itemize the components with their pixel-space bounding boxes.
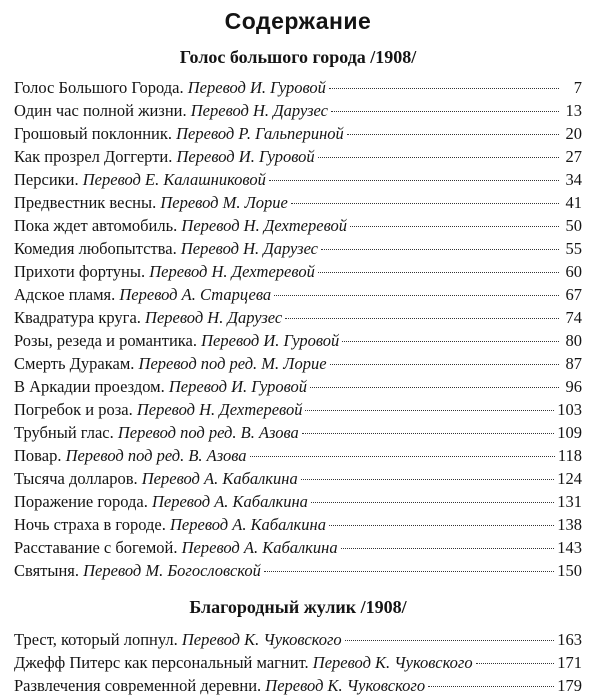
- entry-title: Поражение города.: [14, 492, 148, 511]
- dot-leader: [476, 663, 555, 664]
- entry-page-number: 109: [557, 423, 582, 442]
- entry-translator: Перевод М. Лорие: [160, 193, 288, 212]
- entry-translator: Перевод И. Гуровой: [201, 331, 340, 350]
- dot-leader: [329, 525, 554, 526]
- entry-translator: Перевод Н. Дехтеревой: [181, 216, 348, 235]
- dot-leader: [302, 433, 554, 434]
- toc-entry: [14, 145, 582, 168]
- dot-leader: [345, 640, 555, 641]
- dot-leader: [285, 318, 559, 319]
- dot-leader: [318, 157, 559, 158]
- dot-leader: [305, 410, 554, 411]
- dot-leader: [269, 180, 559, 181]
- entry-translator: Перевод Н. Дехтеревой: [149, 262, 315, 281]
- entry-title: Персики.: [14, 170, 79, 189]
- dot-leader: [329, 88, 559, 89]
- entry-page-number: 118: [557, 446, 582, 465]
- toc-entry: [14, 352, 582, 375]
- entry-translator: Перевод под ред. В. Азова: [65, 446, 247, 465]
- dot-leader: [321, 249, 559, 250]
- entry-page-number: 150: [557, 561, 582, 580]
- dot-leader: [250, 456, 555, 457]
- entry-title: Погребок и роза.: [14, 400, 133, 419]
- entry-page-number: 87: [565, 354, 582, 373]
- entry-translator: Перевод Н. Дарузес: [180, 239, 319, 258]
- entry-page-number: 60: [565, 262, 582, 281]
- entry-title: Трест, который лопнул.: [14, 630, 178, 649]
- entry-title: Как прозрел Доггерти.: [14, 147, 173, 166]
- toc-entry: [14, 421, 582, 444]
- toc-entry: [14, 513, 582, 536]
- entry-page-number: 179: [557, 676, 582, 695]
- entry-title: Прихоти фортуны.: [14, 262, 146, 281]
- entry-page-number: 138: [557, 515, 582, 534]
- toc-entry: [14, 398, 582, 421]
- toc-entry: [14, 214, 582, 237]
- toc-list: [14, 76, 582, 582]
- entry-title: Квадратура круга.: [14, 308, 141, 327]
- entry-translator: Перевод Н. Дехтеревой: [136, 400, 303, 419]
- toc-entry: [14, 628, 582, 651]
- toc-entry: [14, 168, 582, 191]
- toc-entry: [14, 306, 582, 329]
- entry-title: Голос Большого Города.: [14, 78, 184, 97]
- entry-page-number: 20: [565, 124, 582, 143]
- toc-entry: [14, 237, 582, 260]
- entry-translator: Перевод под ред. В. Азова: [117, 423, 299, 442]
- entry-title: Святыня.: [14, 561, 80, 580]
- entry-title: Трубный глас.: [14, 423, 114, 442]
- entry-translator: Перевод К. Чуковского: [312, 653, 473, 672]
- entry-title: Повар.: [14, 446, 62, 465]
- toc-entry: [14, 329, 582, 352]
- entry-page-number: 74: [565, 308, 582, 327]
- entry-title: Розы, резеда и романтика.: [14, 331, 197, 350]
- dot-leader: [330, 364, 559, 365]
- entry-title: Грошовый поклонник.: [14, 124, 172, 143]
- toc-entry: [14, 122, 582, 145]
- entry-page-number: 7: [573, 78, 582, 97]
- entry-translator: Перевод М. Богословской: [83, 561, 261, 580]
- entry-page-number: 27: [565, 147, 582, 166]
- entry-title: Джефф Питерс как персональный магнит.: [14, 653, 309, 672]
- entry-title: Расставание с богемой.: [14, 538, 178, 557]
- entry-title: Один час полной жизни.: [14, 101, 187, 120]
- page-title: Содержание: [224, 8, 372, 34]
- toc-entry: [14, 559, 582, 582]
- dot-leader: [301, 479, 555, 480]
- toc-list: [14, 628, 582, 697]
- toc-entry: [14, 444, 582, 467]
- dot-leader: [341, 548, 555, 549]
- entry-title: Тысяча долларов.: [14, 469, 138, 488]
- entry-title: Развлечения современной деревни.: [14, 676, 262, 695]
- entry-page-number: 80: [565, 331, 582, 350]
- section-heading: Голос большого города /1908/: [179, 47, 417, 67]
- dot-leader: [350, 226, 559, 227]
- dot-leader: [342, 341, 559, 342]
- entry-title: Предвестник весны.: [14, 193, 157, 212]
- entry-title: Ночь страха в городе.: [14, 515, 166, 534]
- dot-leader: [331, 111, 559, 112]
- entry-title: Комедия любопытства.: [14, 239, 177, 258]
- entry-translator: Перевод А. Кабалкина: [181, 538, 338, 557]
- entry-page-number: 50: [565, 216, 582, 235]
- entry-page-number: 143: [557, 538, 582, 557]
- entry-translator: Перевод Н. Дарузес: [190, 101, 328, 120]
- dot-leader: [291, 203, 559, 204]
- toc-entry: [14, 674, 582, 697]
- entry-translator: Перевод Р. Гальпериной: [176, 124, 344, 143]
- entry-page-number: 13: [565, 101, 582, 120]
- entry-title: Адское пламя.: [14, 285, 116, 304]
- entry-page-number: 55: [565, 239, 582, 258]
- toc-entry: [14, 490, 582, 513]
- toc-entry: [14, 260, 582, 283]
- entry-translator: Перевод А. Кабалкина: [141, 469, 298, 488]
- entry-translator: Перевод К. Чуковского: [265, 676, 426, 695]
- dot-leader: [428, 686, 554, 687]
- entry-page-number: 103: [557, 400, 582, 419]
- dot-leader: [311, 502, 554, 503]
- dot-leader: [274, 295, 559, 296]
- toc-entry: [14, 99, 582, 122]
- entry-page-number: 41: [565, 193, 582, 212]
- dot-leader: [264, 571, 554, 572]
- toc-entry: [14, 283, 582, 306]
- dot-leader: [347, 134, 559, 135]
- entry-page-number: 163: [557, 630, 582, 649]
- entry-translator: Перевод Н. Дарузес: [145, 308, 283, 327]
- entry-translator: Перевод А. Старцева: [119, 285, 272, 304]
- entry-page-number: 131: [557, 492, 582, 511]
- entry-translator: Перевод И. Гуровой: [176, 147, 315, 166]
- entry-translator: Перевод И. Гуровой: [168, 377, 308, 396]
- entry-translator: Перевод А. Кабалкина: [151, 492, 308, 511]
- entry-page-number: 96: [565, 377, 582, 396]
- entry-translator: Перевод Е. Калашниковой: [82, 170, 266, 189]
- entry-translator: Перевод А. Кабалкина: [170, 515, 326, 534]
- toc-entry: [14, 375, 582, 398]
- entry-page-number: 67: [565, 285, 582, 304]
- entry-title: В Аркадии проездом.: [14, 377, 165, 396]
- entry-translator: Перевод И. Гуровой: [187, 78, 326, 97]
- toc-entry: [14, 76, 582, 99]
- entry-title: Пока ждет автомобиль.: [14, 216, 178, 235]
- dot-leader: [310, 387, 559, 388]
- toc-entry: [14, 191, 582, 214]
- toc-entry: [14, 651, 582, 674]
- entry-translator: Перевод К. Чуковского: [181, 630, 342, 649]
- entry-translator: Перевод под ред. М. Лорие: [138, 354, 327, 373]
- entry-page-number: 34: [565, 170, 582, 189]
- entry-page-number: 171: [557, 653, 582, 672]
- dot-leader: [318, 272, 559, 273]
- entry-title: Смерть Дуракам.: [14, 354, 135, 373]
- entry-page-number: 124: [557, 469, 582, 488]
- toc-entry: [14, 536, 582, 559]
- toc-entry: [14, 467, 582, 490]
- section-heading: Благородный жулик /1908/: [189, 597, 407, 617]
